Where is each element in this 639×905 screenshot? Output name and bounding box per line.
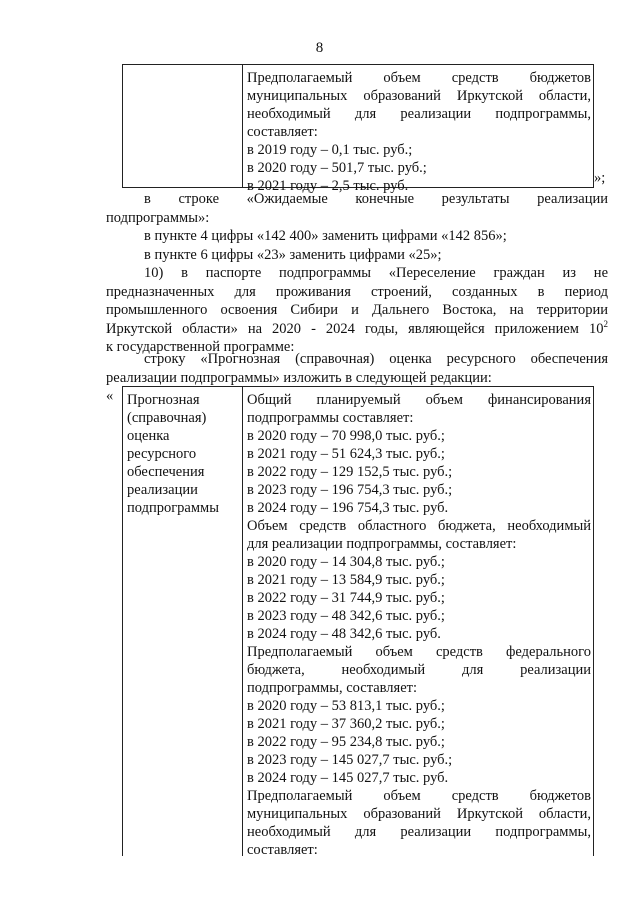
cell-line: (справочная): [127, 410, 207, 426]
cell-line: Предполагаемый объем средств бюджетов: [247, 70, 591, 86]
cell-line: Общий планируемый объем финансирования: [247, 392, 591, 408]
paragraph-new-wording: [106, 350, 608, 387]
cell-line: в 2023 году – 48 342,6 тыс. руб.;: [247, 608, 445, 624]
opening-quote: «: [106, 388, 114, 404]
paragraph-item-10: [106, 264, 608, 357]
cell-line: в 2020 году – 14 304,8 тыс. руб.;: [247, 554, 445, 570]
paragraph-line: промышленного освоения Сибири и Дальнего Востока, на территории: [106, 302, 608, 318]
cell-line: подпрограммы: [127, 500, 219, 516]
paragraph-point-6: в пункте 6 цифры «23» заменить цифрами «25»;: [144, 246, 442, 263]
page-number: 8: [315, 40, 324, 56]
cell-line: в 2020 году – 70 998,0 тыс. руб.;: [247, 428, 445, 444]
cell-line: в 2022 году – 95 234,8 тыс. руб.;: [247, 734, 445, 750]
cell-line: Объем средств областного бюджета, необходимый: [247, 518, 591, 534]
table-column-divider: [242, 387, 243, 856]
table-right-cell: [247, 391, 591, 859]
cell-line: в 2019 году – 0,1 тыс. руб.;: [247, 142, 413, 158]
paragraph-line: 10) в паспорте подпрограммы «Переселение граждан из не: [144, 265, 608, 281]
budget-table-continued: [122, 64, 594, 194]
cell-line: оценка: [127, 428, 170, 444]
cell-line: муниципальных образований Иркутской области,: [247, 88, 591, 104]
cell-line: необходимый для реализации подпрограммы,: [247, 824, 591, 840]
cell-line: подпрограммы, составляет:: [247, 680, 417, 696]
paragraph-line: подпрограммы»:: [106, 209, 210, 226]
paragraph-line: предназначенных для проживания строений, созданных в период: [106, 283, 608, 300]
cell-line: подпрограммы составляет:: [247, 410, 414, 426]
cell-line: составляет:: [247, 124, 318, 140]
paragraph-line: [106, 320, 608, 339]
cell-line: в 2020 году – 53 813,1 тыс. руб.;: [247, 698, 445, 714]
cell-line: в 2020 году – 501,7 тыс. руб.;: [247, 160, 427, 176]
cell-line: реализации: [127, 482, 198, 498]
table-right-cell: [247, 69, 591, 195]
paragraph-expected-results: [106, 190, 608, 227]
cell-line: Предполагаемый объем средств бюджетов: [247, 788, 591, 804]
cell-line: обеспечения: [127, 464, 205, 480]
closing-quote: »;: [594, 170, 606, 186]
cell-line: Прогнозная: [127, 392, 200, 408]
paragraph-line: строку «Прогнозная (справочная) оценка ресурсного обеспечения: [144, 351, 608, 367]
cell-line: в 2021 году – 51 624,3 тыс. руб.;: [247, 446, 445, 462]
cell-line: в 2024 году – 48 342,6 тыс. руб.: [247, 626, 441, 642]
cell-line: Предполагаемый объем средств федерального: [247, 644, 591, 660]
paragraph-line: к государственной программе:: [106, 339, 295, 355]
cell-line: в 2023 году – 196 754,3 тыс. руб.;: [247, 482, 453, 498]
cell-line: бюджета, необходимый для реализации: [247, 662, 591, 678]
cell-line: в 2022 году – 129 152,5 тыс. руб.;: [247, 464, 453, 480]
cell-line: в 2021 году – 2,5 тыс. руб.: [247, 178, 409, 194]
cell-line: в 2024 году – 145 027,7 тыс. руб.: [247, 770, 449, 786]
cell-line: ресурсного: [127, 446, 197, 462]
cell-line: в 2024 году – 196 754,3 тыс. руб.: [247, 500, 449, 516]
line-text: Иркутской области» на 2020 - 2024 годы, являющейся приложением 10: [106, 320, 604, 337]
cell-line: составляет:: [247, 842, 318, 858]
cell-line: в 2021 году – 37 360,2 тыс. руб.;: [247, 716, 445, 732]
paragraph-line: реализации подпрограммы» изложить в следующей редакции:: [106, 369, 492, 386]
superscript: 2: [603, 318, 608, 329]
table-column-divider: [242, 65, 243, 187]
paragraph-line: в строке «Ожидаемые конечные результаты реализации: [144, 191, 608, 207]
cell-line: для реализации подпрограммы, составляет:: [247, 536, 517, 552]
resource-table: [122, 386, 594, 856]
cell-line: необходимый для реализации подпрограммы,: [247, 106, 591, 122]
cell-line: муниципальных образований Иркутской области,: [247, 806, 591, 822]
cell-line: в 2023 году – 145 027,7 тыс. руб.;: [247, 752, 453, 768]
paragraph-point-4: в пункте 4 цифры «142 400» заменить цифрами «142 856»;: [144, 228, 507, 244]
cell-line: в 2022 году – 31 744,9 тыс. руб.;: [247, 590, 445, 606]
table-left-cell: [127, 391, 237, 517]
cell-line: в 2021 году – 13 584,9 тыс. руб.;: [247, 572, 445, 588]
